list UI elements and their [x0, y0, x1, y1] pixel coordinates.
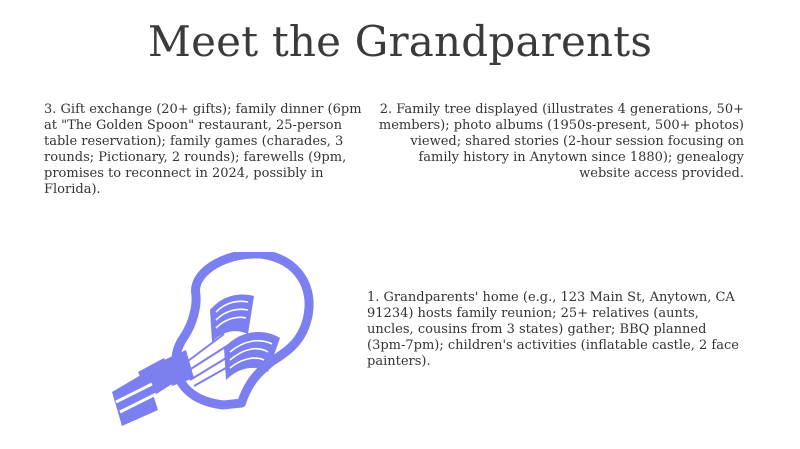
book-lower — [224, 332, 280, 380]
text-block-step-2: 2. Family tree displayed (illustrates 4 generations, 50+ members); photo albums (1950s-present, 500+ photos) viewed; shared stories (2-hour session focusing on family history in Anytown since 1880); genealogy website access provided. — [378, 102, 744, 181]
text-block-step-1: 1. Grandparents' home (e.g., 123 Main St, Anytown, CA 91234) hosts family reunion; 25+ relatives (aunts, uncles, cousins from 3 states) gather; BBQ planned (3pm-7pm); children's activities (inflatable castle, 2 face painters). — [367, 290, 739, 369]
text-block-step-3: 3. Gift exchange (20+ gifts); family dinner (6pm at "The Golden Spoon" restaurant, 25-person table reservation); family games (charades, 3 rounds; Pictionary, 2 rounds); farewells (9pm, promises to reconnect in 2024, possibly in Florida). — [44, 102, 362, 197]
lightbulb-book-icon — [98, 252, 320, 426]
page-title: Meet the Grandparents — [147, 17, 653, 66]
